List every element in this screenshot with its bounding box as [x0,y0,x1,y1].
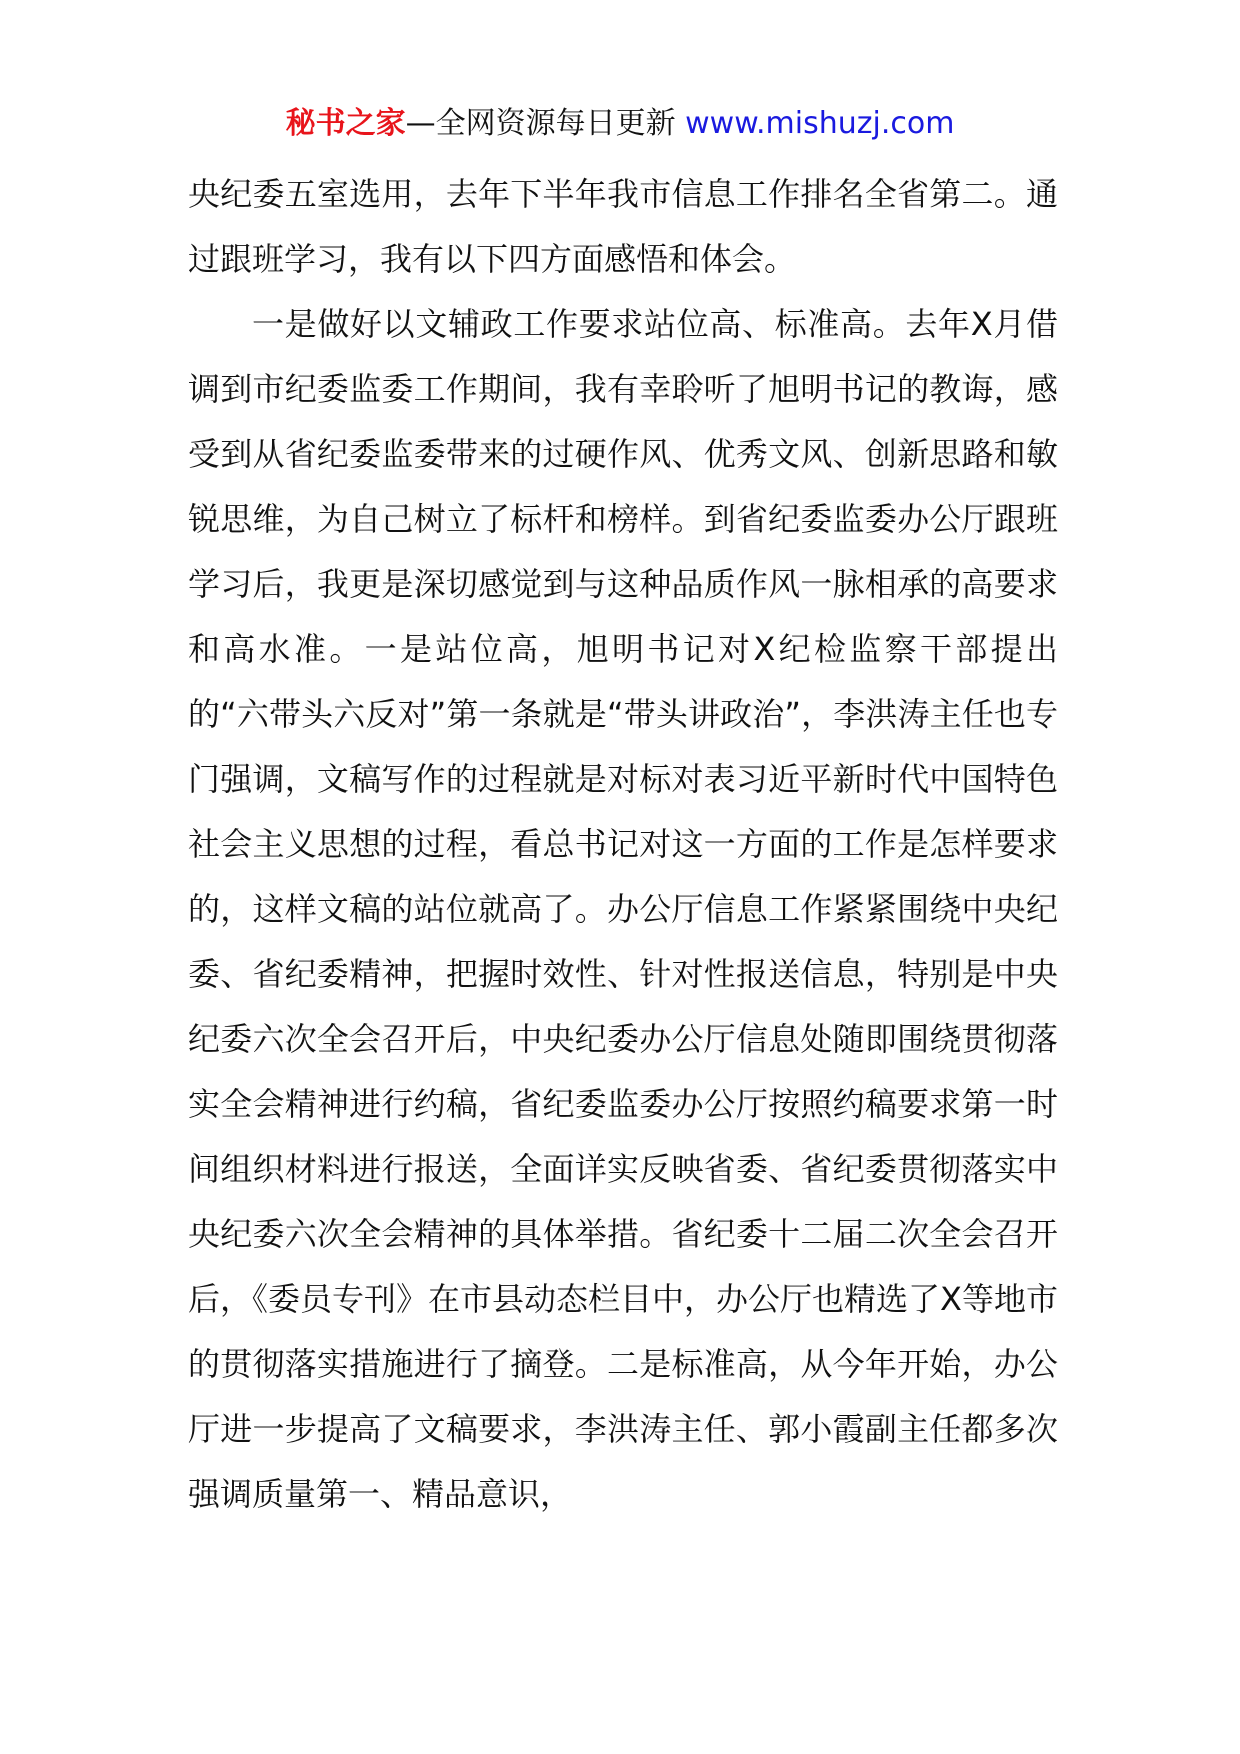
header-slogan: —全网资源每日更新 [405,106,676,141]
page-header [0,104,1240,144]
paragraph-continued: 央纪委五室选用，去年下半年我市信息工作排名全省第二。通过跟班学习，我有以下四方面感悟和体会。 [188,175,1058,278]
document-body [188,162,1058,1527]
brand-name: 秘书之家 [285,106,406,141]
website-link[interactable]: www.mishuzj.com [685,106,955,141]
paragraph-point-one: 一是做好以文辅政工作要求站位高、标准高。去年X月借调到市纪委监委工作期间，我有幸聆听了旭明书记的教诲，感受到从省纪委监委带来的过硬作风、优秀文风、创新思路和敏锐思维，为自己树立了标杆和榜样。到省纪委监委办公厅跟班学习后，我更是深切感觉到与这种品质作风一脉相承的高要求和高水准。一是站位高，旭明书记对X纪检监察干部提出的“六带头六反对”第一条就是“带头讲政治”，李洪涛主任也专门强调，文稿写作的过程就是对标对表习近平新时代中国特色社会主义思想的过程，看总书记对这一方面的工作是怎样要求的，这样文稿的站位就高了。办公厅信息工作紧紧围绕中央纪委、省纪委精神，把握时效性、针对性报送信息，特别是中央纪委六次全会召开后，中央纪委办公厅信息处随即围绕贯彻落实全会精神进行约稿，省纪委监委办公厅按照约稿要求第一时间组织材料进行报送，全面详实反映省委、省纪委贯彻落实中央纪委六次全会精神的具体举措。省纪委十二届二次全会召开后，《委员专刊》在市县动态栏目中，办公厅也精选了X等地市的贯彻落实措施进行了摘登。二是标准高，从今年开始，办公厅进一步提高了文稿要求，李洪涛主任、郭小霞副主任都多次强调质量第一、精品意识， [188,305,1058,1513]
